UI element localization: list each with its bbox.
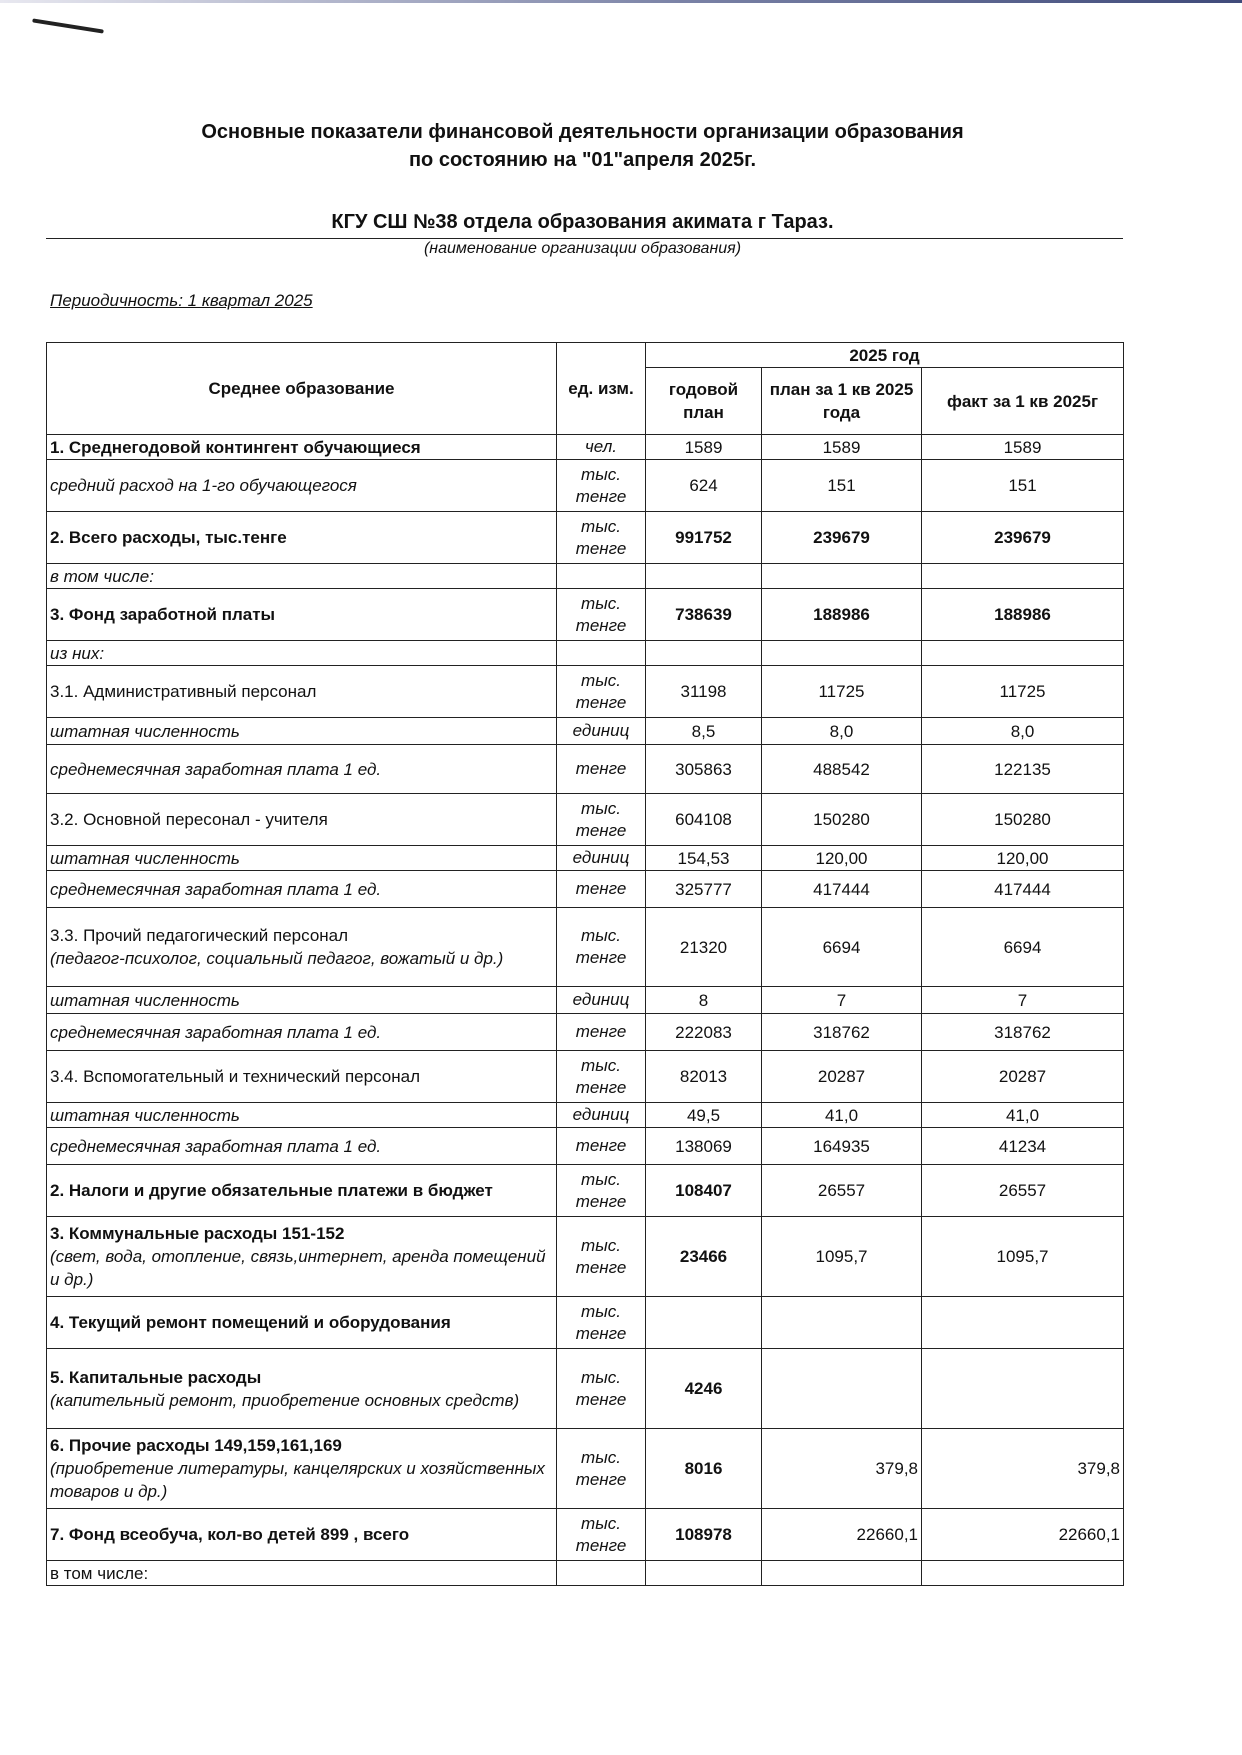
organization-underline <box>46 238 1123 239</box>
annual-plan-cell: 222083 <box>646 1014 762 1051</box>
unit-cell: тыс. тенге <box>557 1509 646 1561</box>
header-unit: ед. изм. <box>557 343 646 435</box>
table-row <box>47 1217 1124 1297</box>
row-label <box>47 908 557 987</box>
plan-q1-cell: 379,8 <box>762 1429 922 1509</box>
row-label <box>47 564 557 589</box>
row-label-text: 3. Фонд заработной платы <box>50 605 276 624</box>
fact-q1-cell: 26557 <box>922 1165 1124 1217</box>
table-row <box>47 871 1124 908</box>
plan-q1-cell: 488542 <box>762 745 922 794</box>
table-row <box>47 718 1124 745</box>
annual-plan-cell: 8,5 <box>646 718 762 745</box>
annual-plan-cell: 4246 <box>646 1349 762 1429</box>
row-label-text: 7. Фонд всеобуча, кол-во детей 899 , всего <box>50 1525 410 1544</box>
row-label-text: в том числе: <box>50 1563 149 1583</box>
plan-q1-cell: 151 <box>762 460 922 512</box>
annual-plan-cell: 1589 <box>646 435 762 460</box>
fact-q1-cell <box>922 1561 1124 1586</box>
plan-q1-cell: 7 <box>762 987 922 1014</box>
plan-q1-cell: 150280 <box>762 794 922 846</box>
plan-q1-cell <box>762 1297 922 1349</box>
annual-plan-cell: 31198 <box>646 666 762 718</box>
fact-q1-cell <box>922 1349 1124 1429</box>
unit-cell: тыс. тенге <box>557 589 646 641</box>
row-label-text: 3.2. Основной пересонал - учителя <box>50 810 328 829</box>
unit-cell: тыс. тенге <box>557 512 646 564</box>
unit-cell: тыс. тенге <box>557 794 646 846</box>
annual-plan-cell <box>646 1297 762 1349</box>
plan-q1-cell: 120,00 <box>762 846 922 871</box>
unit-cell <box>557 1561 646 1586</box>
row-label <box>47 745 557 794</box>
row-label <box>47 1051 557 1103</box>
organization-name: КГУ СШ №38 отдела образования акимата г Тараз. <box>331 211 834 233</box>
row-label <box>47 1509 557 1561</box>
row-label <box>47 1165 557 1217</box>
fact-q1-cell: 1095,7 <box>922 1217 1124 1297</box>
row-label-text: из них: <box>50 643 105 663</box>
row-label <box>47 794 557 846</box>
row-sublabel: (свет, вода, отопление, связь,интернет, аренда помещений и др.) <box>50 1247 546 1289</box>
unit-cell: единиц <box>557 1103 646 1128</box>
plan-q1-cell <box>762 564 922 589</box>
row-label <box>47 1014 557 1051</box>
unit-cell: тыс. тенге <box>557 1051 646 1103</box>
annual-plan-cell <box>646 641 762 666</box>
plan-q1-cell: 239679 <box>762 512 922 564</box>
unit-cell: тенге <box>557 1128 646 1165</box>
fact-q1-cell: 379,8 <box>922 1429 1124 1509</box>
unit-cell: тыс. тенге <box>557 666 646 718</box>
unit-cell: тыс. тенге <box>557 1297 646 1349</box>
row-label <box>47 641 557 666</box>
table-row <box>47 1051 1124 1103</box>
unit-cell: тыс. тенге <box>557 1165 646 1217</box>
row-label-text: 2. Налоги и другие обязательные платежи в бюджет <box>50 1181 493 1200</box>
row-sublabel: (капительный ремонт, приобретение основных средств) <box>50 1390 520 1410</box>
table-row <box>47 1128 1124 1165</box>
table-row <box>47 1561 1124 1586</box>
row-label-text: 1. Среднегодовой контингент обучающиеся <box>50 437 421 457</box>
row-label-text: 6. Прочие расходы 149,159,161,169 <box>50 1436 342 1455</box>
fact-q1-cell: 120,00 <box>922 846 1124 871</box>
row-label-text: средний расход на 1-го обучающегося <box>50 476 357 495</box>
table-row <box>47 1297 1124 1349</box>
annual-plan-cell <box>646 564 762 589</box>
fact-q1-cell: 8,0 <box>922 718 1124 745</box>
table-row <box>47 987 1124 1014</box>
row-label <box>47 1561 557 1586</box>
plan-q1-cell: 1095,7 <box>762 1217 922 1297</box>
row-label-text: 3.3. Прочий педагогический персонал <box>50 926 349 945</box>
fact-q1-cell: 417444 <box>922 871 1124 908</box>
fact-q1-cell <box>922 1297 1124 1349</box>
plan-q1-cell: 1589 <box>762 435 922 460</box>
fact-q1-cell: 318762 <box>922 1014 1124 1051</box>
table-row <box>47 641 1124 666</box>
annual-plan-cell: 23466 <box>646 1217 762 1297</box>
unit-cell: единиц <box>557 846 646 871</box>
annual-plan-cell: 138069 <box>646 1128 762 1165</box>
row-label-text: штатная численность <box>50 848 240 868</box>
row-label <box>47 435 557 460</box>
fact-q1-cell: 41,0 <box>922 1103 1124 1128</box>
fact-q1-cell <box>922 641 1124 666</box>
pen-mark <box>32 18 104 33</box>
table-row <box>47 460 1124 512</box>
unit-cell: тыс. тенге <box>557 1429 646 1509</box>
plan-q1-cell: 417444 <box>762 871 922 908</box>
document-title-line1: Основные показатели финансовой деятельности организации образования <box>201 121 964 143</box>
row-label-text: 3.1. Административный персонал <box>50 682 317 701</box>
annual-plan-cell: 82013 <box>646 1051 762 1103</box>
annual-plan-cell: 738639 <box>646 589 762 641</box>
fact-q1-cell: 150280 <box>922 794 1124 846</box>
row-label <box>47 1349 557 1429</box>
plan-q1-cell: 6694 <box>762 908 922 987</box>
table-row <box>47 908 1124 987</box>
row-label-text: среднемесячная заработная плата 1 ед. <box>50 1022 382 1042</box>
annual-plan-cell: 305863 <box>646 745 762 794</box>
row-label <box>47 1429 557 1509</box>
plan-q1-cell: 41,0 <box>762 1103 922 1128</box>
table-row <box>47 1509 1124 1561</box>
header-annual-plan: годовой план <box>646 368 762 435</box>
header-plan-q1: план за 1 кв 2025 года <box>762 368 922 435</box>
plan-q1-cell: 8,0 <box>762 718 922 745</box>
row-label-text: 2. Всего расходы, тыс.тенге <box>50 528 287 547</box>
row-label <box>47 1128 557 1165</box>
row-label-text: в том числе: <box>50 566 154 586</box>
table-row <box>47 794 1124 846</box>
row-sublabel: (приобретение литературы, канцелярских и хозяйственных товаров и др.) <box>50 1459 545 1501</box>
unit-cell: тенге <box>557 871 646 908</box>
row-label <box>47 512 557 564</box>
table-row <box>47 1014 1124 1051</box>
fact-q1-cell: 239679 <box>922 512 1124 564</box>
row-label <box>47 589 557 641</box>
fact-q1-cell: 22660,1 <box>922 1509 1124 1561</box>
row-label <box>47 987 557 1014</box>
fact-q1-cell: 20287 <box>922 1051 1124 1103</box>
header-fact-q1: факт за 1 кв 2025г <box>922 368 1124 435</box>
unit-cell: тенге <box>557 745 646 794</box>
unit-cell: единиц <box>557 987 646 1014</box>
row-label-text: среднемесячная заработная плата 1 ед. <box>50 879 382 899</box>
plan-q1-cell <box>762 1561 922 1586</box>
row-label-text: среднемесячная заработная плата 1 ед. <box>50 759 382 779</box>
plan-q1-cell <box>762 641 922 666</box>
unit-cell: единиц <box>557 718 646 745</box>
fact-q1-cell: 188986 <box>922 589 1124 641</box>
organization-caption: (наименование организации образования) <box>423 240 742 257</box>
financial-indicators-table <box>46 342 1124 1586</box>
row-label-text: штатная численность <box>50 1105 240 1125</box>
row-label <box>47 460 557 512</box>
plan-q1-cell: 188986 <box>762 589 922 641</box>
annual-plan-cell: 325777 <box>646 871 762 908</box>
annual-plan-cell: 108407 <box>646 1165 762 1217</box>
unit-cell <box>557 564 646 589</box>
row-label-text: 4. Текущий ремонт помещений и оборудования <box>50 1313 451 1332</box>
scan-edge-line <box>0 0 1242 3</box>
row-label <box>47 846 557 871</box>
row-label-text: штатная численность <box>50 990 240 1010</box>
annual-plan-cell <box>646 1561 762 1586</box>
table-row <box>47 745 1124 794</box>
row-label-text: штатная численность <box>50 721 240 741</box>
table-row <box>47 1103 1124 1128</box>
fact-q1-cell <box>922 564 1124 589</box>
unit-cell <box>557 641 646 666</box>
table-row <box>47 666 1124 718</box>
fact-q1-cell: 122135 <box>922 745 1124 794</box>
fact-q1-cell: 7 <box>922 987 1124 1014</box>
fact-q1-cell: 41234 <box>922 1128 1124 1165</box>
row-label <box>47 718 557 745</box>
plan-q1-cell: 26557 <box>762 1165 922 1217</box>
row-label-text: среднемесячная заработная плата 1 ед. <box>50 1136 382 1156</box>
annual-plan-cell: 49,5 <box>646 1103 762 1128</box>
annual-plan-cell: 8016 <box>646 1429 762 1509</box>
table-row <box>47 1349 1124 1429</box>
row-label <box>47 1103 557 1128</box>
annual-plan-cell: 8 <box>646 987 762 1014</box>
unit-cell: тыс. тенге <box>557 908 646 987</box>
annual-plan-cell: 991752 <box>646 512 762 564</box>
plan-q1-cell: 164935 <box>762 1128 922 1165</box>
plan-q1-cell: 20287 <box>762 1051 922 1103</box>
fact-q1-cell: 1589 <box>922 435 1124 460</box>
table-row <box>47 846 1124 871</box>
annual-plan-cell: 154,53 <box>646 846 762 871</box>
header-main: Среднее образование <box>47 343 557 435</box>
table-row <box>47 589 1124 641</box>
row-label <box>47 666 557 718</box>
table-row <box>47 512 1124 564</box>
header-year: 2025 год <box>646 343 1124 368</box>
unit-cell: тыс. тенге <box>557 1217 646 1297</box>
plan-q1-cell <box>762 1349 922 1429</box>
row-label-text: 3. Коммунальные расходы 151-152 <box>50 1224 345 1243</box>
row-label-text: 3.4. Вспомогательный и технический персонал <box>50 1067 420 1086</box>
table-row <box>47 564 1124 589</box>
unit-cell: тенге <box>557 1014 646 1051</box>
row-label <box>47 1217 557 1297</box>
plan-q1-cell: 318762 <box>762 1014 922 1051</box>
fact-q1-cell: 151 <box>922 460 1124 512</box>
annual-plan-cell: 21320 <box>646 908 762 987</box>
row-sublabel: (педагог-психолог, социальный педагог, вожатый и др.) <box>50 949 504 968</box>
annual-plan-cell: 624 <box>646 460 762 512</box>
annual-plan-cell: 108978 <box>646 1509 762 1561</box>
annual-plan-cell: 604108 <box>646 794 762 846</box>
document-title-line2: по состоянию на "01"апреля 2025г. <box>408 149 757 171</box>
row-label <box>47 871 557 908</box>
table-row <box>47 1165 1124 1217</box>
plan-q1-cell: 11725 <box>762 666 922 718</box>
unit-cell: тыс. тенге <box>557 1349 646 1429</box>
table-row <box>47 1429 1124 1509</box>
plan-q1-cell: 22660,1 <box>762 1509 922 1561</box>
periodicity-label: Периодичность: 1 квартал 2025 <box>50 291 313 310</box>
row-label <box>47 1297 557 1349</box>
fact-q1-cell: 11725 <box>922 666 1124 718</box>
row-label-text: 5. Капитальные расходы <box>50 1367 262 1387</box>
unit-cell: чел. <box>557 435 646 460</box>
unit-cell: тыс. тенге <box>557 460 646 512</box>
table-row <box>47 435 1124 460</box>
fact-q1-cell: 6694 <box>922 908 1124 987</box>
